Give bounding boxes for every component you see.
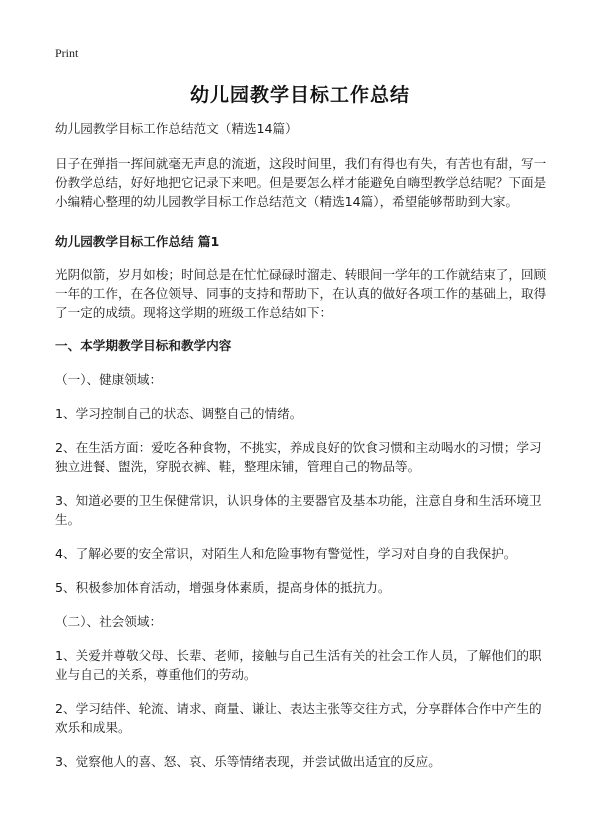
intro-paragraph: 日子在弹指一挥间就毫无声息的流逝，这段时间里，我们有得也有失，有苦也有甜，写一份教学总结，好好地把它记录下来吧。但是要怎么样才能避免自嗨型教学总结呢？下面是小编精心整理的幼儿园教学目标工作总结范文（精选14篇），希望能够帮助到大家。 xyxy=(55,156,547,209)
social-subheading: （二）、社会领域： xyxy=(55,614,163,629)
social-item: 1、关爱并尊敬父母、长辈、老师，接触与自己生活有关的社会工作人员，了解他们的职业与自己的关系，尊重他们的劳动。 xyxy=(55,648,542,682)
document-body xyxy=(55,119,548,786)
health-subheading: （一）、健康领域： xyxy=(55,372,163,387)
health-item: 1、学习控制自己的状态、调整自己的情绪。 xyxy=(55,406,303,421)
health-item: 5、积极参加体育活动，增强身体素质，提高身体的抵抗力。 xyxy=(55,580,391,595)
document-subtitle: 幼儿园教学目标工作总结范文（精选14篇） xyxy=(55,121,298,136)
print-label[interactable]: Print xyxy=(55,46,79,60)
section-heading: 一、本学期教学目标和教学内容 xyxy=(55,338,232,353)
social-item: 2、学习结伴、轮流、请求、商量、谦让、表达主张等交往方式，分享群体合作中产生的欢乐和成果。 xyxy=(55,701,542,735)
article-heading: 幼儿园教学目标工作总结 篇1 xyxy=(55,234,220,249)
health-item: 2、在生活方面：爱吃各种食物，不挑实，养成良好的饮食习惯和主动喝水的习惯；学习独立进餐、盥洗，穿脱衣裤、鞋，整理床铺，管理自己的物品等。 xyxy=(55,440,542,474)
article-intro-paragraph: 光阴似箭，岁月如梭；时间总是在忙忙碌碌时溜走、转眼间一学年的工作就结束了，回顾一年的工作，在各位领导、同事的支持和帮助下，在认真的做好各项工作的基础上，取得了一定的成绩。现将这学期的班级工作总结如下： xyxy=(55,267,547,320)
health-item: 3、知道必要的卫生保健常识，认识身体的主要器官及基本功能，注意自身和生活环境卫生。 xyxy=(55,493,542,527)
health-item: 4、了解必要的安全常识，对陌生人和危险事物有警觉性，学习对自身的自我保护。 xyxy=(55,546,517,561)
social-item: 3、觉察他人的喜、怒、哀、乐等情绪表现，并尝试做出适宜的反应。 xyxy=(55,754,441,769)
document-title: 幼儿园教学目标工作总结 xyxy=(189,84,410,106)
